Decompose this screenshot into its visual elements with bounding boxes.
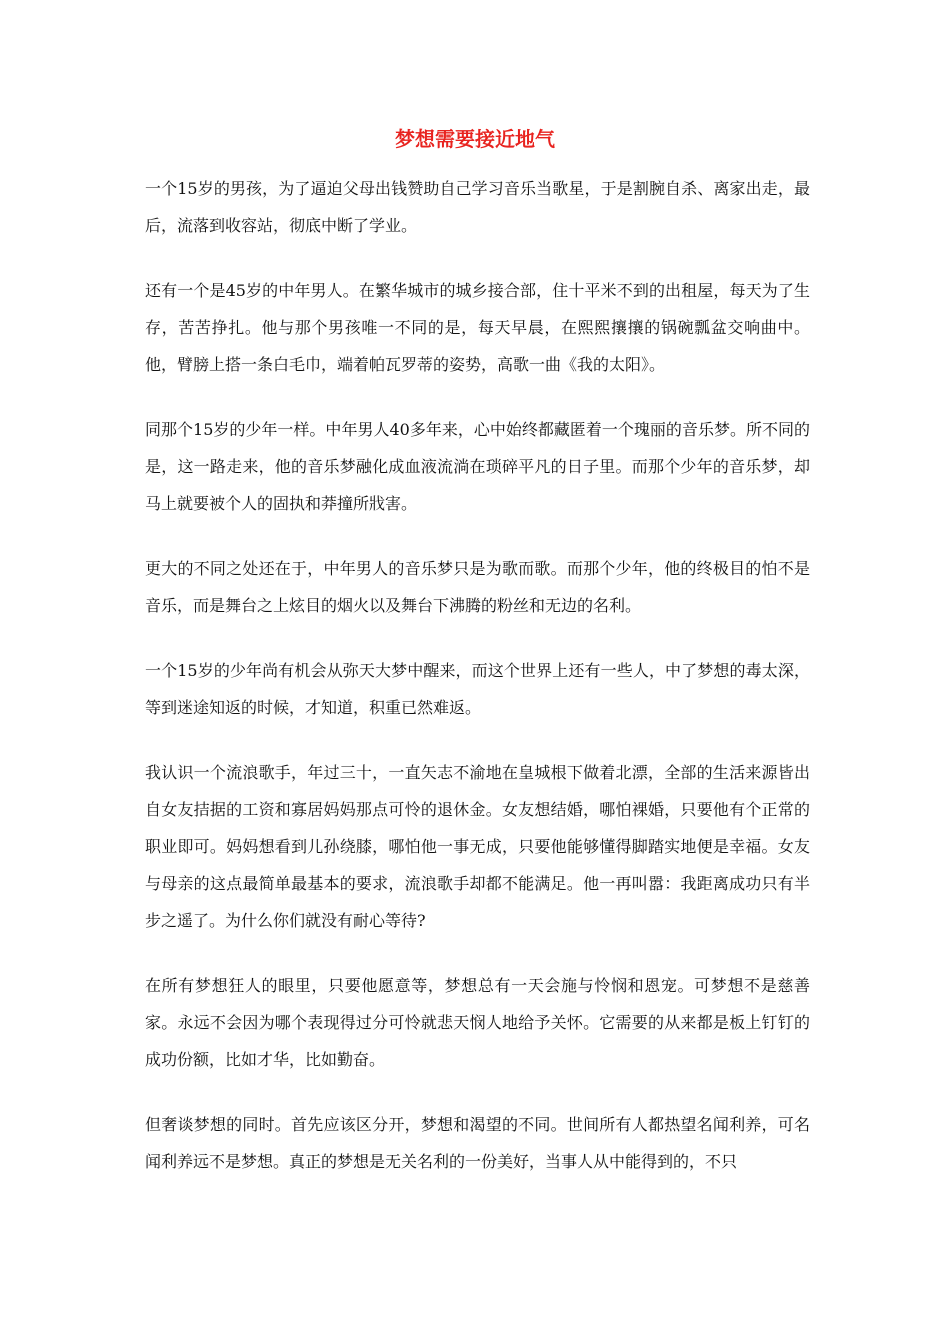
paragraph-7: 在所有梦想狂人的眼里，只要他愿意等，梦想总有一天会施与怜悯和恩宠。可梦想不是慈善家。永远不会因为哪个表现得过分可怜就悲天悯人地给予关怀。它需要的从来都是板上钉钉的成功份额，比如才华，比如勤奋。 (145, 976, 810, 1069)
paragraph-2: 还有一个是45岁的中年男人。在繁华城市的城乡接合部，住十平米不到的出租屋，每天为了生存，苦苦挣扎。他与那个男孩唯一不同的是，每天早晨，在熙熙攘攘的锅碗瓢盆交响曲中。他，臂膀上搭一条白毛巾，端着帕瓦罗蒂的姿势，高歌一曲《我的太阳》。 (145, 281, 810, 374)
paragraph-8: 但奢谈梦想的同时。首先应该区分开，梦想和渴望的不同。世间所有人都热望名闻利养，可名闻利养远不是梦想。真正的梦想是无关名利的一份美好，当事人从中能得到的，不只 (145, 1115, 810, 1171)
page-title: 梦想需要接近地气 (395, 127, 555, 151)
paragraph-3: 同那个15岁的少年一样。中年男人40多年来，心中始终都藏匿着一个瑰丽的音乐梦。所不同的是，这一路走来，他的音乐梦融化成血液流淌在琐碎平凡的日子里。而那个少年的音乐梦，却马上就要被个人的固执和莽撞所戕害。 (145, 420, 810, 513)
paragraph-1: 一个15岁的男孩，为了逼迫父母出钱赞助自己学习音乐当歌星，于是割腕自杀、离家出走，最后，流落到收容站，彻底中断了学业。 (145, 179, 810, 235)
paragraph-4: 更大的不同之处还在于，中年男人的音乐梦只是为歌而歌。而那个少年，他的终极目的怕不是音乐，而是舞台之上炫目的烟火以及舞台下沸腾的粉丝和无边的名利。 (145, 559, 810, 615)
paragraph-5: 一个15岁的少年尚有机会从弥天大梦中醒来，而这个世界上还有一些人，中了梦想的毒太深，等到迷途知返的时候，才知道，积重已然难返。 (145, 661, 810, 717)
paragraph-6: 我认识一个流浪歌手，年过三十，一直矢志不渝地在皇城根下做着北漂，全部的生活来源皆出自女友拮据的工资和寡居妈妈那点可怜的退休金。女友想结婚，哪怕裸婚，只要他有个正常的职业即可。妈妈想看到儿孙绕膝，哪怕他一事无成，只要他能够懂得脚踏实地便是幸福。女友与母亲的这点最简单最基本的要求，流浪歌手却都不能满足。他一再叫嚣：我距离成功只有半步之遥了。为什么你们就没有耐心等待? (145, 763, 810, 930)
article-body (145, 170, 810, 1208)
